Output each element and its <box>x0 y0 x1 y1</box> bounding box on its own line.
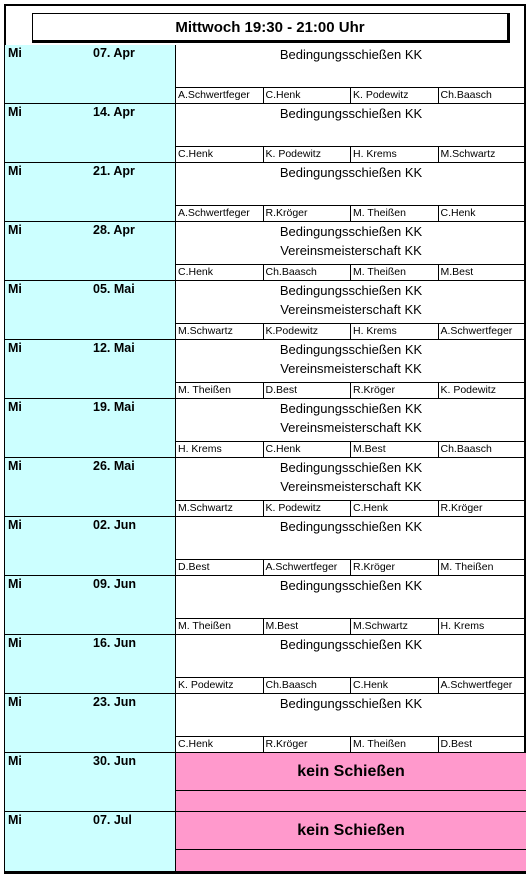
day-cell <box>5 458 176 517</box>
date-label: 28. Apr <box>93 223 135 237</box>
date-label: 12. Mai <box>93 341 135 355</box>
day-cell <box>5 222 176 281</box>
shooter-name: K. Podewitz <box>351 88 439 103</box>
shooter-name: M.Schwartz <box>176 501 264 516</box>
shooter-name: K. Podewitz <box>264 501 352 516</box>
shooter-name: R.Kröger <box>440 502 483 514</box>
shooter-list <box>176 323 526 339</box>
shooter-name: D.Best <box>440 738 473 750</box>
shooter-list <box>176 87 526 103</box>
cancelled-label: kein Schießen <box>176 753 526 791</box>
shooter-name: M. Theißen <box>351 265 439 280</box>
shooter-name: K. Podewitz <box>440 384 496 396</box>
schedule-row <box>5 222 526 281</box>
shooter-name: M.Schwartz <box>351 619 439 634</box>
shooter-list <box>176 559 526 575</box>
day-cell <box>5 281 176 340</box>
weekday-label: Mi <box>8 695 22 709</box>
shooter-name: M.Best <box>440 266 474 278</box>
event-cell <box>176 104 526 163</box>
schedule-row <box>5 281 526 340</box>
cancelled-cell <box>176 753 526 812</box>
shooter-name: M. Theißen <box>440 561 494 573</box>
shooter-name: A.Schwertfeger <box>440 325 513 337</box>
weekday-label: Mi <box>8 813 22 827</box>
schedule-row <box>5 45 526 104</box>
shooter-list <box>176 146 526 162</box>
event-cell <box>176 340 526 399</box>
weekday-label: Mi <box>8 400 22 414</box>
shooter-name: M.Schwartz <box>440 148 496 160</box>
event-line-1: Bedingungsschießen KK <box>279 637 423 652</box>
shooter-name: H. Krems <box>351 147 439 162</box>
weekday-label: Mi <box>8 341 22 355</box>
event-line-2: Vereinsmeisterschaft KK <box>280 479 422 494</box>
event-cell <box>176 281 526 340</box>
event-line-1: Bedingungsschießen KK <box>279 47 423 62</box>
shooter-name: R.Kröger <box>351 383 439 398</box>
day-cell <box>5 45 176 104</box>
date-label: 26. Mai <box>93 459 135 473</box>
event-line-1: Bedingungsschießen KK <box>279 696 423 711</box>
event-line-2: Vereinsmeisterschaft KK <box>280 302 422 317</box>
date-label: 21. Apr <box>93 164 135 178</box>
event-cell <box>176 458 526 517</box>
weekday-label: Mi <box>8 459 22 473</box>
shooter-name: A.Schwertfeger <box>176 88 264 103</box>
shooter-list <box>176 441 526 457</box>
shooter-name: M.Best <box>264 619 352 634</box>
cancelled-label: kein Schießen <box>176 812 526 850</box>
shooter-name: H. Krems <box>176 442 264 457</box>
shooter-name: C.Henk <box>176 737 264 752</box>
day-cell <box>5 399 176 458</box>
day-cell <box>5 163 176 222</box>
event-cell <box>176 635 526 694</box>
shooter-list <box>176 264 526 280</box>
event-cell <box>176 163 526 222</box>
shooter-name: K. Podewitz <box>176 678 264 693</box>
schedule-row <box>5 340 526 399</box>
schedule-row <box>5 576 526 635</box>
weekday-label: Mi <box>8 105 22 119</box>
shooter-name: M.Schwartz <box>176 324 264 339</box>
shooter-list <box>176 205 526 221</box>
date-label: 16. Jun <box>93 636 137 650</box>
shooter-list <box>176 382 526 398</box>
event-cell <box>176 576 526 635</box>
date-label: 09. Jun <box>93 577 137 591</box>
shooter-name: D.Best <box>264 383 352 398</box>
event-cell <box>176 222 526 281</box>
shooter-name: Ch.Baasch <box>440 89 492 101</box>
day-cell <box>5 694 176 753</box>
shooter-name: M. Theißen <box>351 206 439 221</box>
shooter-name: M.Best <box>351 442 439 457</box>
date-label: 30. Jun <box>93 754 137 768</box>
weekday-label: Mi <box>8 518 22 532</box>
shooter-list <box>176 736 526 752</box>
shooter-name: A.Schwertfeger <box>264 560 352 575</box>
schedule-row <box>5 812 526 872</box>
shooter-name: C.Henk <box>176 265 264 280</box>
shooter-name: M. Theißen <box>176 383 264 398</box>
shooter-name: M. Theißen <box>176 619 264 634</box>
event-line-1: Bedingungsschießen KK <box>279 460 423 475</box>
event-cell <box>176 517 526 576</box>
event-cell <box>176 399 526 458</box>
event-line-1: Bedingungsschießen KK <box>279 519 423 534</box>
event-line-1: Bedingungsschießen KK <box>279 578 423 593</box>
shooter-name: A.Schwertfeger <box>176 206 264 221</box>
schedule-row <box>5 635 526 694</box>
event-line-2: Vereinsmeisterschaft KK <box>280 361 422 376</box>
day-cell <box>5 635 176 694</box>
day-cell <box>5 753 176 812</box>
weekday-label: Mi <box>8 164 22 178</box>
day-cell <box>5 576 176 635</box>
event-line-1: Bedingungsschießen KK <box>279 283 423 298</box>
shooter-list <box>176 618 526 634</box>
shooter-name: A.Schwertfeger <box>440 679 513 691</box>
shooter-name: C.Henk <box>440 207 476 219</box>
shooter-name: R.Kröger <box>264 206 352 221</box>
schedule-row <box>5 399 526 458</box>
day-cell <box>5 517 176 576</box>
event-line-1: Bedingungsschießen KK <box>279 342 423 357</box>
shooter-name: M. Theißen <box>351 737 439 752</box>
schedule-row <box>5 104 526 163</box>
weekday-label: Mi <box>8 223 22 237</box>
shooter-list <box>176 500 526 516</box>
shooter-name: Ch.Baasch <box>440 443 492 455</box>
weekday-label: Mi <box>8 46 22 60</box>
shooter-name: R.Kröger <box>264 737 352 752</box>
shooter-name: K.Podewitz <box>264 324 352 339</box>
cancelled-cell <box>176 812 526 872</box>
shooter-name: C.Henk <box>351 678 439 693</box>
shooter-name: R.Kröger <box>351 560 439 575</box>
day-cell <box>5 340 176 399</box>
weekday-label: Mi <box>8 282 22 296</box>
schedule-header <box>32 13 510 43</box>
date-label: 05. Mai <box>93 282 135 296</box>
date-label: 02. Jun <box>93 518 137 532</box>
schedule-row <box>5 753 526 812</box>
shooter-name: C.Henk <box>264 442 352 457</box>
event-line-1: Bedingungsschießen KK <box>279 224 423 239</box>
shooter-name: K. Podewitz <box>264 147 352 162</box>
date-label: 07. Jul <box>93 813 132 827</box>
date-label: 19. Mai <box>93 400 135 414</box>
event-cell <box>176 45 526 104</box>
shooter-name: H. Krems <box>440 620 485 632</box>
event-cell <box>176 694 526 753</box>
shooter-list <box>176 677 526 693</box>
shooter-name: D.Best <box>176 560 264 575</box>
schedule-title: Mittwoch 19:30 - 21:00 Uhr <box>175 18 365 36</box>
shooter-name: H. Krems <box>351 324 439 339</box>
weekday-label: Mi <box>8 577 22 591</box>
schedule-row <box>5 694 526 753</box>
shooter-name: C.Henk <box>176 147 264 162</box>
event-line-2: Vereinsmeisterschaft KK <box>280 420 422 435</box>
shooter-name: C.Henk <box>264 88 352 103</box>
schedule-row <box>5 458 526 517</box>
shooter-name: C.Henk <box>351 501 439 516</box>
event-line-2: Vereinsmeisterschaft KK <box>280 243 422 258</box>
weekday-label: Mi <box>8 636 22 650</box>
weekday-label: Mi <box>8 754 22 768</box>
schedule-row <box>5 163 526 222</box>
date-label: 14. Apr <box>93 105 135 119</box>
event-line-1: Bedingungsschießen KK <box>279 401 423 416</box>
date-label: 23. Jun <box>93 695 137 709</box>
date-label: 07. Apr <box>93 46 135 60</box>
event-line-1: Bedingungsschießen KK <box>279 106 423 121</box>
day-cell <box>5 104 176 163</box>
event-line-1: Bedingungsschießen KK <box>279 165 423 180</box>
day-cell <box>5 812 176 872</box>
shooter-name: Ch.Baasch <box>264 265 352 280</box>
schedule-row <box>5 517 526 576</box>
shooter-name: Ch.Baasch <box>264 678 352 693</box>
